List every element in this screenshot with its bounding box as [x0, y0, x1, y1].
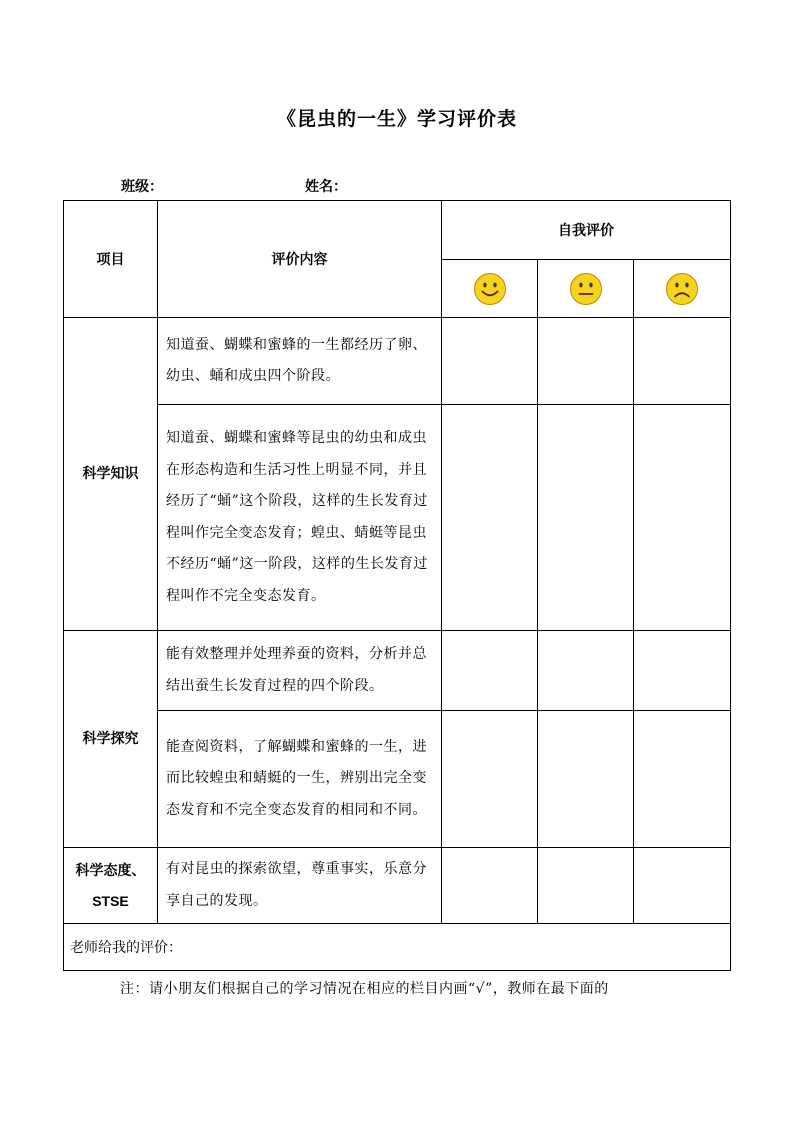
class-label: 班级：: [121, 179, 163, 195]
criteria-attitude-1: 有对昆虫的探索欲望，尊重事实，乐意分享自己的发现。: [158, 848, 442, 924]
category-attitude-line2: STSE: [92, 892, 129, 909]
face-smile-cell: [442, 260, 538, 318]
criteria-knowledge-2: 知道蚕、蝴蝶和蜜蜂等昆虫的幼虫和成虫在形态构造和生活习性上明显不同，并且经历了“蛹”这个阶段，这样的生长发育过程叫作完全变态发育；蝗虫、蜻蜓等昆虫不经历“蛹”这一阶段，这样的生长发育过程叫作不完全变态发育。: [158, 405, 442, 631]
criteria-inquiry-2: 能查阅资料，了解蝴蝶和蜜蜂的一生，进而比较蝗虫和蜻蜓的一生，辨别出完全变态发育和不完全变态发育的相同和不同。: [158, 711, 442, 848]
category-science-knowledge: 科学知识: [64, 318, 158, 631]
rating-cell[interactable]: [538, 631, 634, 711]
page-title: 《昆虫的一生》学习评价表: [276, 108, 517, 130]
teacher-evaluation-label: 老师给我的评价：: [70, 940, 182, 956]
header-item: 项目: [64, 201, 158, 318]
frown-face-icon: [665, 272, 699, 306]
header-self-eval: 自我评价: [442, 201, 731, 260]
rating-cell[interactable]: [538, 405, 634, 631]
rating-cell[interactable]: [634, 711, 731, 848]
rating-cell[interactable]: [442, 405, 538, 631]
rating-cell[interactable]: [634, 631, 731, 711]
rating-cell[interactable]: [538, 848, 634, 924]
face-neutral-cell: [538, 260, 634, 318]
neutral-face-icon: [569, 272, 603, 306]
criteria-inquiry-1: 能有效整理并处理养蚕的资料，分析并总结出蚕生长发育过程的四个阶段。: [158, 631, 442, 711]
rating-cell[interactable]: [634, 848, 731, 924]
criteria-knowledge-1: 知道蚕、蝴蝶和蜜蜂的一生都经历了卵、幼虫、蛹和成虫四个阶段。: [158, 318, 442, 405]
rating-cell[interactable]: [634, 405, 731, 631]
smile-face-icon: [473, 272, 507, 306]
footnote: 注：请小朋友们根据自己的学习情况在相应的栏目内画“√”，教师在最下面的: [120, 981, 609, 997]
rating-cell[interactable]: [442, 711, 538, 848]
teacher-evaluation[interactable]: [64, 924, 731, 971]
rating-cell[interactable]: [442, 318, 538, 405]
rating-cell[interactable]: [538, 318, 634, 405]
name-label: 姓名：: [305, 179, 347, 195]
header-content: 评价内容: [158, 201, 442, 318]
rating-cell[interactable]: [442, 631, 538, 711]
category-science-inquiry: 科学探究: [64, 631, 158, 848]
category-science-attitude: [64, 848, 158, 924]
rating-cell[interactable]: [634, 318, 731, 405]
category-attitude-line1: 科学态度、: [75, 862, 146, 879]
rating-cell[interactable]: [442, 848, 538, 924]
face-frown-cell: [634, 260, 731, 318]
rating-cell[interactable]: [538, 711, 634, 848]
evaluation-table: [63, 200, 731, 971]
